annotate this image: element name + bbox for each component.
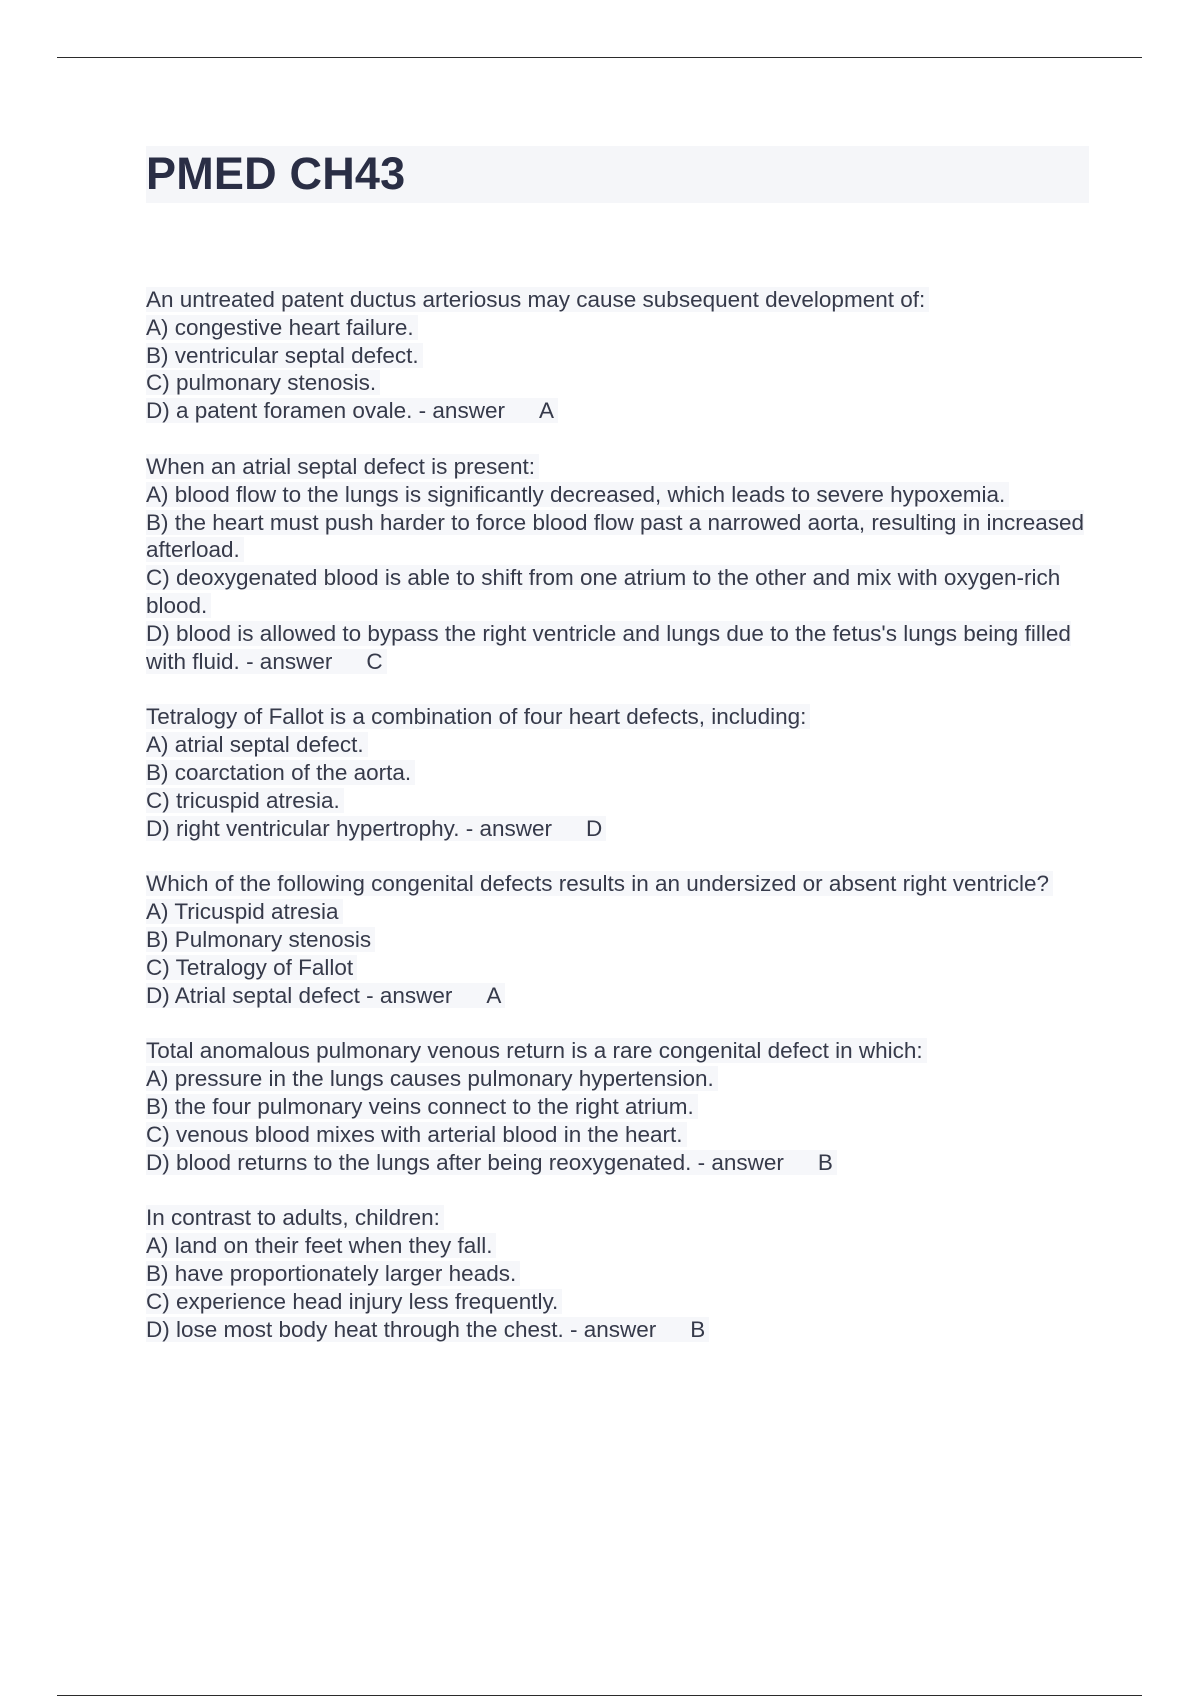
answer-label: - answer bbox=[418, 398, 505, 424]
answer-option: B) the four pulmonary veins connect to the right atrium. bbox=[146, 1093, 1096, 1121]
question-stem: Total anomalous pulmonary venous return is a rare congenital defect in which: bbox=[146, 1037, 1096, 1065]
answer-label: - answer bbox=[697, 1149, 784, 1175]
answer-option: B) the heart must push harder to force blood flow past a narrowed aorta, resulting in increased afterload. bbox=[146, 509, 1085, 563]
question-item bbox=[146, 1037, 1096, 1176]
answer-option: D) blood returns to the lungs after being reoxygenated. - answer B bbox=[146, 1149, 1096, 1177]
answer-option: C) deoxygenated blood is able to shift from one atrium to the other and mix with oxygen-rich blood. bbox=[146, 565, 1061, 618]
answer-option: B) have proportionately larger heads. bbox=[146, 1260, 1096, 1288]
answer-label: - answer bbox=[570, 1316, 657, 1342]
answer-option: B) ventricular septal defect. bbox=[146, 342, 1096, 370]
answer-key: A bbox=[538, 398, 554, 424]
answer-key: A bbox=[486, 982, 502, 1008]
page-title: PMED CH43 bbox=[146, 148, 406, 199]
top-rule bbox=[57, 57, 1142, 58]
answer-label: - answer bbox=[465, 815, 552, 841]
answer-option: A) atrial septal defect. bbox=[146, 731, 1096, 759]
bottom-rule bbox=[57, 1695, 1142, 1696]
question-item bbox=[146, 286, 1096, 425]
question-item bbox=[146, 453, 1096, 675]
question-stem: Tetralogy of Fallot is a combination of four heart defects, including: bbox=[146, 703, 1096, 731]
answer-option: A) blood flow to the lungs is significantly decreased, which leads to severe hypoxemia. bbox=[146, 481, 1096, 509]
answer-option: C) Tetralogy of Fallot bbox=[146, 954, 1096, 982]
answer-option: D) lose most body heat through the chest. - answer B bbox=[146, 1316, 1096, 1344]
answer-option: D) Atrial septal defect - answer A bbox=[146, 982, 1096, 1010]
answer-option: A) land on their feet when they fall. bbox=[146, 1232, 1096, 1260]
answer-option: B) coarctation of the aorta. bbox=[146, 759, 1096, 787]
answer-option: D) blood is allowed to bypass the right ventricle and lungs due to the fetus's lungs being filled with fluid. - answer C bbox=[146, 620, 1071, 674]
answer-option: D) right ventricular hypertrophy. - answer D bbox=[146, 815, 1096, 843]
question-item bbox=[146, 703, 1096, 842]
answer-option: A) congestive heart failure. bbox=[146, 314, 1096, 342]
question-stem: Which of the following congenital defects results in an undersized or absent right ventricle? bbox=[146, 870, 1096, 898]
question-item bbox=[146, 870, 1096, 1009]
answer-key: B bbox=[817, 1149, 833, 1175]
answer-option: C) venous blood mixes with arterial blood in the heart. bbox=[146, 1121, 1096, 1149]
answer-key: C bbox=[366, 648, 383, 674]
answer-label: - answer bbox=[366, 982, 453, 1008]
answer-option: B) Pulmonary stenosis bbox=[146, 926, 1096, 954]
question-item bbox=[146, 1204, 1096, 1343]
answer-option: C) pulmonary stenosis. bbox=[146, 369, 1096, 397]
answer-option: A) pressure in the lungs causes pulmonary hypertension. bbox=[146, 1065, 1096, 1093]
question-stem: When an atrial septal defect is present: bbox=[146, 453, 1096, 481]
question-stem: An untreated patent ductus arteriosus may cause subsequent development of: bbox=[146, 286, 1096, 314]
answer-option: C) tricuspid atresia. bbox=[146, 787, 1096, 815]
answer-option: A) Tricuspid atresia bbox=[146, 898, 1096, 926]
answer-key: B bbox=[690, 1316, 706, 1342]
answer-key: D bbox=[586, 815, 603, 841]
question-list bbox=[146, 286, 1096, 1371]
answer-option: D) a patent foramen ovale. - answer A bbox=[146, 397, 1096, 425]
answer-label: - answer bbox=[246, 648, 333, 674]
answer-option: C) experience head injury less frequently. bbox=[146, 1288, 1096, 1316]
question-stem: In contrast to adults, children: bbox=[146, 1204, 1096, 1232]
